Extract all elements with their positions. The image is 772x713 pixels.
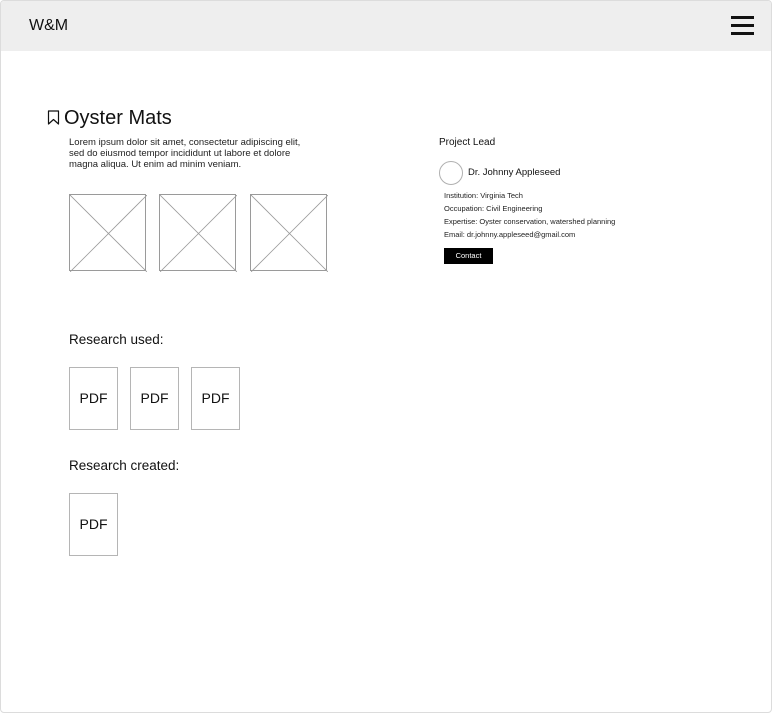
hamburger-menu-icon[interactable] [731,15,755,37]
research-created-label: Research created: [69,458,180,473]
menu-bar [731,24,754,27]
pdf-file[interactable]: PDF [69,493,118,556]
contact-button[interactable]: Contact [444,248,493,264]
image-placeholder [69,194,146,271]
lead-occupation: Occupation: Civil Engineering [444,204,543,213]
lead-email: Email: dr.johnny.appleseed@gmail.com [444,230,576,239]
image-placeholder [159,194,236,271]
project-lead-label: Project Lead [439,137,496,148]
lead-expertise: Expertise: Oyster conservation, watershed planning [444,217,616,226]
lead-institution: Institution: Virginia Tech [444,191,523,200]
pdf-file[interactable]: PDF [69,367,118,430]
menu-bar [731,32,754,35]
image-placeholder [250,194,327,271]
pdf-file[interactable]: PDF [191,367,240,430]
menu-bar [731,16,754,19]
page-title: Oyster Mats [64,107,172,129]
bookmark-icon[interactable] [47,110,60,125]
logo[interactable]: W&M [29,17,69,34]
avatar [439,161,463,185]
research-used-label: Research used: [69,332,164,347]
lead-name: Dr. Johnny Appleseed [468,167,561,178]
top-header [1,1,771,51]
pdf-file[interactable]: PDF [130,367,179,430]
project-description: Lorem ipsum dolor sit amet, consectetur adipiscing elit, sed do eiusmod tempor incididunt ut labore et dolore magna aliqua. Ut enim ad minim veniam. [69,137,301,170]
